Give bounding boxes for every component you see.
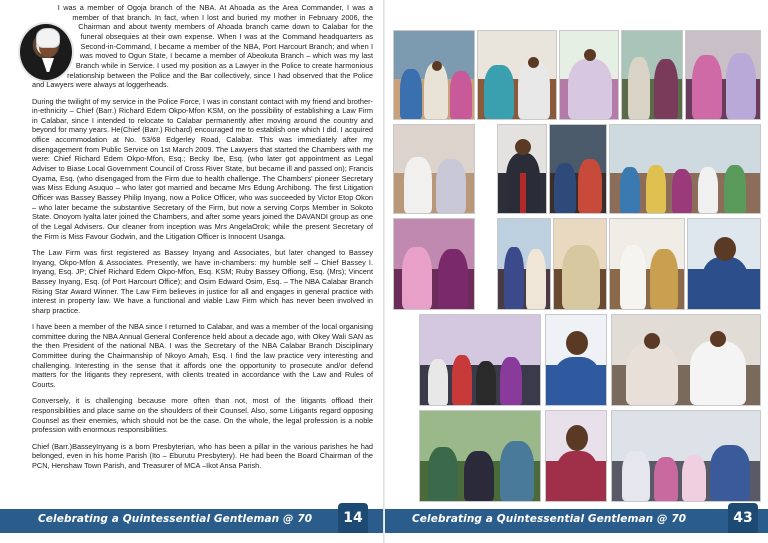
photo-building-group [609, 124, 761, 214]
photo-group-party [393, 30, 475, 120]
photo-family-couch [477, 30, 557, 120]
article-paragraph-6: Chief (Barr.)BasseyInyang is a born Presbyterian, who has been a pillar in the various parishes he had belonged, even in his home Parish (Ito – Eburutu Presbytery). He had been the Board Chairman of the PCN, Henshaw Town Parish, and Treasurer of MCA –Ikot Ansa Parish. [32, 441, 373, 470]
photo-ceremony-women [393, 218, 475, 310]
article-paragraph-1 [32, 3, 373, 90]
photo-couple-dance [497, 218, 551, 310]
photo-family-portrait [549, 124, 607, 214]
photo-award-couple [611, 314, 761, 406]
photo-family-gathering [559, 30, 619, 120]
photo-outdoor-men [621, 30, 683, 120]
photo-couple-wedding [685, 30, 761, 120]
article-paragraph-5: Conversely, it is challenging because more often than not, most of the litigants offload their responsibilities and place same on the shoulders of their Counsel. Also, some Litigants regard opposing Counsel as their enemies, which should not be the case. On the whole, the legal profession is a noble profession with enormous responsibilities. [32, 396, 373, 435]
left-page [0, 0, 383, 543]
article-paragraph-4: I have been a member of the NBA since I returned to Calabar, and was a member of the local organising committee during the NBA Annual General Conference held about a decade ago, with Okey Wali SAN as the then President of the national NBA. I was the Secretary of the NBA Calabar Branch Disciplinary Committee during the Chairmanship of Nkoyo Amah, Esq. I find the law practice very interesting and challenging. Interesting in the sense that it affords one the opportunity to prosecute and/or defend matters for the litigants they represent, with clients treated in accordance with the Law and Rules of Courts. [32, 322, 373, 390]
photo-girl-braids [545, 410, 607, 502]
article-paragraph-2: During the twilight of my service in the Police Force, I was in constant contact with my friend and brother-in-ethnicity – Chief (Barr.) Richard Edem Okpo-Mfon KSM, on the possibility of establishing a Law Firm in Calabar, since I intended to relocate to Calabar permanently after moving around the country and beyond for many years. He(Chief (Barr.) Richard) encouraged me to establish one which I did. I acquired office accommodation at No. 53/68 Edgerley Road, Calabar. This was immediately after my disengagement from Public Service on 1st March 2009. The Lawyers that started the Chambers with me were: Chief Richard Edem Okpo-Mfon, Esq.; Becky Ibe, Esq. (who later got appointment as Legal Adviser to Biase Local Government Council of Cross River State, but became ill and passed on); Francis Oyama, Esq. (who disengaged from the Firm due to health challenge. The Chambers' pioneer Secretary was Miss Edung Asuquo – who later got married and became Mrs Edung Archibong. The first Litigation Officer was Bassey Bassey Philip Inyang, now a Police Officer, who was succeeded by Victor Etop Okon – who later became the substantive Secretary of the Firm, but now a serving Corps Member in Sokoto State. Onoyom Iyalta later joined the Chambers, and after some years joined the DAVANDI group as one of the Legal Advisers. Our cleaner from inception was Mrs AngelaOrok; while the present Secretary of the Firm is Miss Favour Godwin, and the Litigation Officer is Innocent Usanga. [32, 96, 373, 241]
left-page-number: 14 [338, 503, 368, 533]
photo-family-outdoor [419, 410, 541, 502]
photo-family-sofa [611, 410, 761, 502]
right-page-number: 43 [728, 503, 758, 533]
photo-traditional-attire [609, 218, 685, 310]
photo-kids-party [419, 314, 541, 406]
photo-boy-smiling [687, 218, 761, 310]
right-footer-title: Celebrating a Quintessential Gentleman @ 70 [412, 513, 687, 525]
photo-boy-blue [545, 314, 607, 406]
photo-chiefs-crowd [553, 218, 607, 310]
photo-man-red-tie [497, 124, 547, 214]
photo-event-hall [393, 124, 475, 214]
left-footer-title: Celebrating a Quintessential Gentleman @ 70 [38, 513, 313, 525]
article-paragraph-3: The Law Firm was first registered as Bassey Inyang and Associates, but later changed to Bassey Inyang, Okpo-Mfon & Associates. Presently, we have in-chambers: my humble self – Chief Bassey I. Inyang, Esq. JP; Chief Richard Edem Okpo-Mfon, Esq. KSM; Ruby Bassey Offiong, Esq. (Mrs); Vincent Bassey Inyang, Esq. (of Port Harcourt Office); and Osim Edward Osim, Esq. – The NBA Calabar Branch Rising Star Award Winner. The Law Firm believes in justice for all and engages in general practice with interest in property law. We have a functional and viable Law Firm which has never been involved in sharp practice. [32, 247, 373, 315]
paragraph-1-text: I was a member of Ogoja branch of the NBA. At Ahoada as the Area Commander, I was a member of that branch. In fact, when I lost and buried my mother in February 2006, the Chairman and about twenty members of Ahoada branch came down to Calabar for the funeral obsequies at their own expense. When I was at the Command headquarters as Second-in-Command, I became a member of the NBA, Port Harcourt Branch; and when I was moved to Ogun State, I became a member of Abeokuta Branch – which was my last Branch while in Service. I used my position as a Lawyer in the Police to create harmonious relationship between the Police and the Bar collectively, since I had observed that the Police and Lawyers were always at loggerheads. [32, 3, 373, 90]
article-body [32, 3, 373, 477]
right-page-photo-collage [385, 0, 768, 543]
